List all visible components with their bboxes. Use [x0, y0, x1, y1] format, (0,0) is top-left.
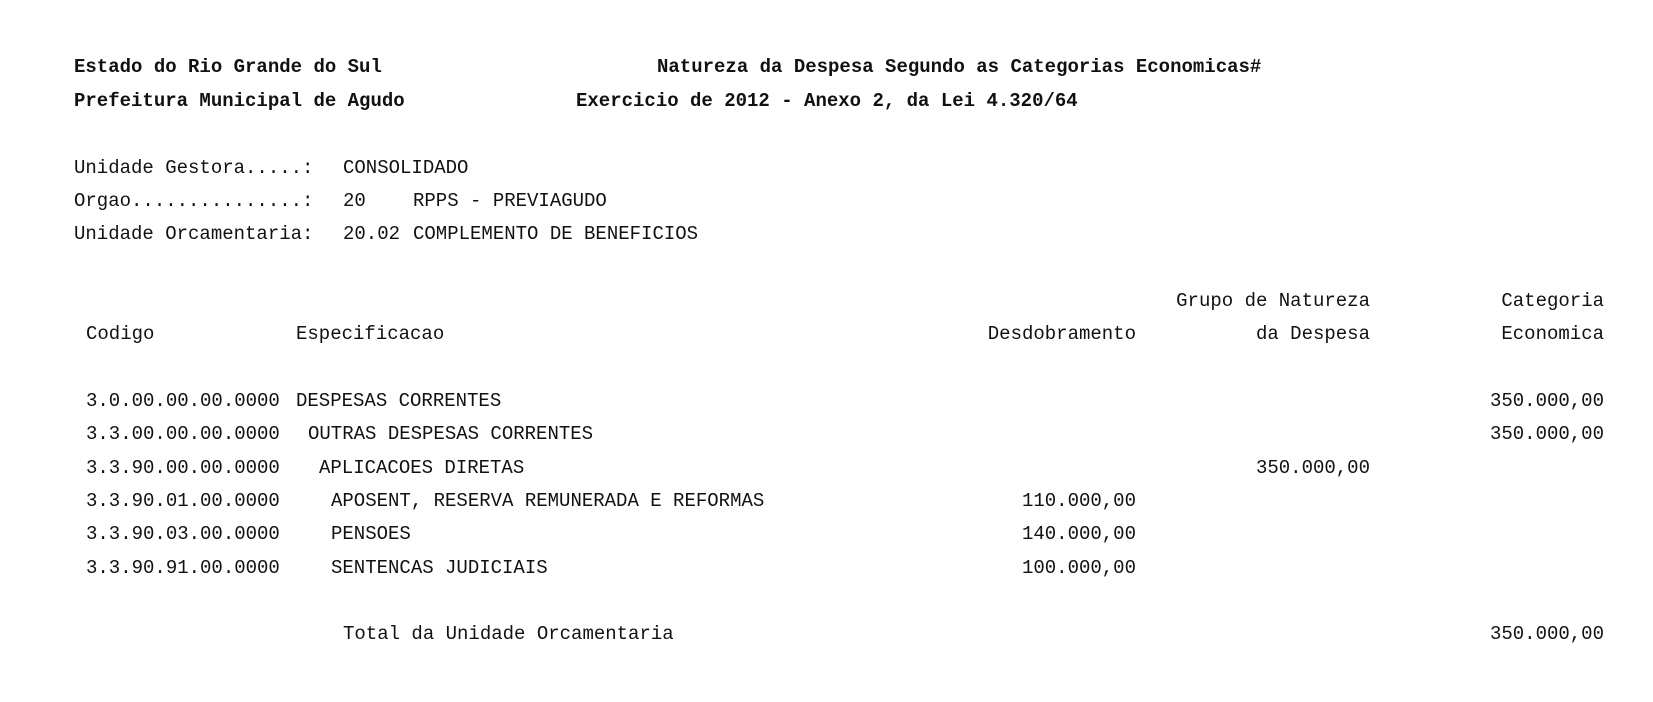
- total-label: Total da Unidade Orcamentaria: [343, 623, 674, 645]
- row-categoria: 350.000,00: [1489, 423, 1604, 445]
- unidade-gestora-label: Unidade Gestora.....:: [74, 157, 314, 179]
- municipality-name: Prefeitura Municipal de Agudo: [74, 90, 405, 112]
- row-codigo: 3.3.00.00.00.0000: [86, 423, 280, 445]
- unidade-orcamentaria-name: COMPLEMENTO DE BENEFICIOS: [413, 223, 699, 245]
- row-grupo: 350.000,00: [1255, 457, 1370, 479]
- report-title: Natureza da Despesa Segundo as Categorias Economicas#: [657, 56, 1262, 78]
- row-desdobramento: 140.000,00: [1021, 523, 1136, 545]
- row-codigo: 3.3.90.91.00.0000: [86, 557, 280, 579]
- row-codigo: 3.0.00.00.00.0000: [86, 390, 280, 412]
- orgao-label: Orgao...............:: [74, 190, 314, 212]
- orgao-name: RPPS - PREVIAGUDO: [413, 190, 607, 212]
- row-desdobramento: 100.000,00: [1021, 557, 1136, 579]
- row-especificacao: APOSENT, RESERVA REMUNERADA E REFORMAS: [331, 490, 765, 512]
- exercise-subtitle: Exercicio de 2012 - Anexo 2, da Lei 4.320/64: [576, 90, 1078, 112]
- column-header-categoria-line2: Economica: [1501, 323, 1604, 345]
- unidade-orcamentaria-label: Unidade Orcamentaria:: [74, 223, 314, 245]
- row-especificacao: OUTRAS DESPESAS CORRENTES: [308, 423, 594, 445]
- column-header-grupo-line1: Grupo de Natureza: [1176, 290, 1370, 312]
- unidade-gestora-value: CONSOLIDADO: [343, 157, 469, 179]
- column-header-codigo: Codigo: [86, 323, 155, 345]
- row-especificacao: PENSOES: [331, 523, 411, 545]
- row-categoria: 350.000,00: [1489, 390, 1604, 412]
- row-codigo: 3.3.90.03.00.0000: [86, 523, 280, 545]
- row-especificacao: SENTENCAS JUDICIAIS: [331, 557, 548, 579]
- row-codigo: 3.3.90.01.00.0000: [86, 490, 280, 512]
- total-value: 350.000,00: [1489, 623, 1604, 645]
- unidade-orcamentaria-code: 20.02: [343, 223, 401, 245]
- column-header-grupo-line2: da Despesa: [1255, 323, 1370, 345]
- orgao-code: 20: [343, 190, 366, 212]
- row-especificacao: APLICACOES DIRETAS: [319, 457, 525, 479]
- column-header-desdobramento: Desdobramento: [987, 323, 1136, 345]
- column-header-especificacao: Especificacao: [296, 323, 445, 345]
- column-header-categoria-line1: Categoria: [1501, 290, 1604, 312]
- row-especificacao: DESPESAS CORRENTES: [296, 390, 502, 412]
- state-name: Estado do Rio Grande do Sul: [74, 56, 382, 78]
- row-codigo: 3.3.90.00.00.0000: [86, 457, 280, 479]
- row-desdobramento: 110.000,00: [1021, 490, 1136, 512]
